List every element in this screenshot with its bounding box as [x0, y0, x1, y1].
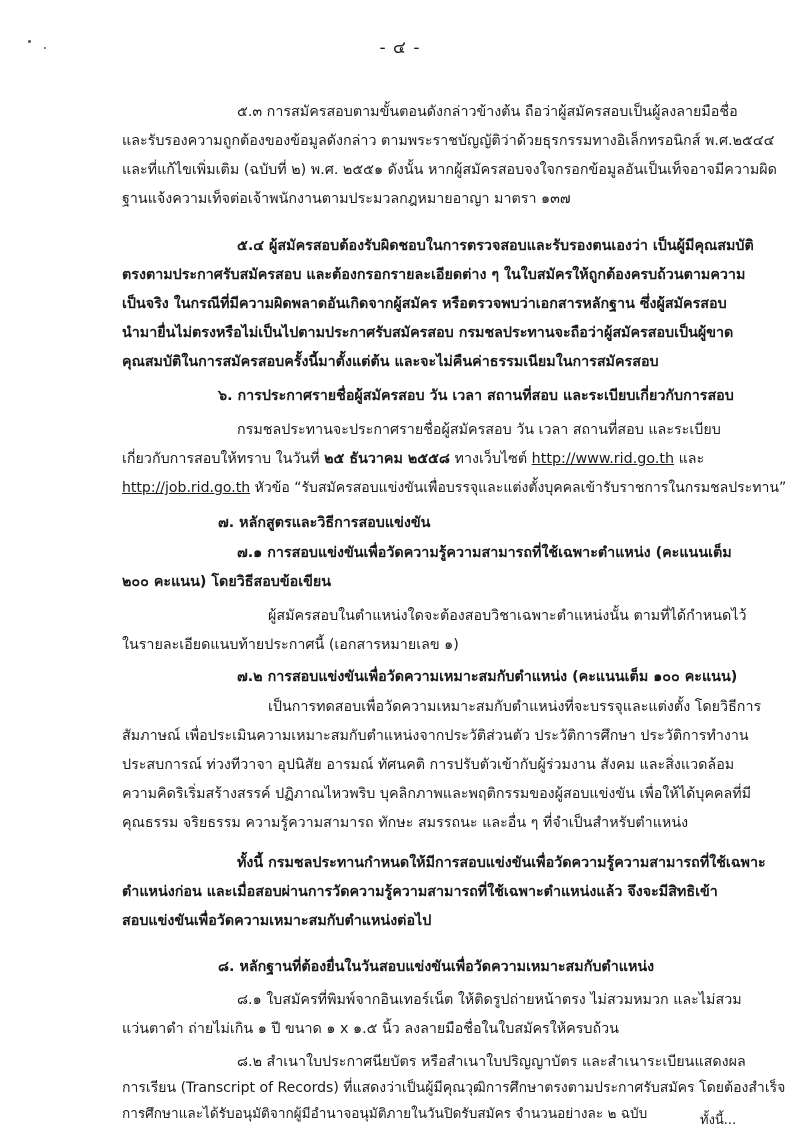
section-8-1-line: แว่นตาดำ ถ่ายไม่เกิน ๑ ปี ขนาด ๑ x ๑.๕ นิ้ว ลงลายมือชื่อในใบสมัครให้ครบถ้วน: [122, 1021, 619, 1037]
section-7-2-line: ความคิดริเริ่มสร้างสรรค์ ปฏิภาณไหวพริบ บุคลิกภาพและพฤติกรรมของผู้สอบแข่งขัน เพื่อให้ได้บุคคลที่มี: [122, 786, 752, 802]
section-7-1-line: ๗.๑ การสอบแข่งขันเพื่อวัดความรู้ความสามารถที่ใช้เฉพาะตำแหน่ง (คะแนนเต็ม: [237, 545, 732, 561]
section-7-1-line: ผู้สมัครสอบในตำแหน่งใดจะต้องสอบวิชาเฉพาะตำแหน่งนั้น ตามที่ได้กำหนดไว้: [268, 608, 747, 624]
section-5-3-line: และที่แก้ไขเพิ่มเติม (ฉบับที่ ๒) พ.ศ. ๒๕๕๑ ดังนั้น หากผู้สมัครสอบจงใจกรอกข้อมูลอันเป็นเท็จอาจมีความผิด: [122, 162, 777, 178]
text-span: และ: [674, 451, 705, 467]
section-8-heading: ๘. หลักฐานที่ต้องยื่นในวันสอบแข่งขันเพื่อวัดความเหมาะสมกับตำแหน่ง: [218, 959, 655, 975]
section-7-note-line: ตำแหน่งก่อน และเมื่อสอบผ่านการวัดความรู้ความสามารถที่ใช้เฉพาะตำแหน่งแล้ว จึงจะมีสิทธิเข้า: [122, 884, 718, 900]
page-number: - ๔ -: [379, 38, 421, 58]
section-5-4-line: เป็นจริง ในกรณีที่มีความผิดพลาดอันเกิดจากผู้สมัคร หรือตรวจพบว่าเอกสารหลักฐาน ซึ่งผู้สมัครสอบ: [122, 296, 727, 312]
section-6-line: กรมชลประทานจะประกาศรายชื่อผู้สมัครสอบ วัน เวลา สถานที่สอบ และระเบียบ: [237, 422, 721, 438]
section-8-1-line: ๘.๑ ใบสมัครที่พิมพ์จากอินเทอร์เน็ต ให้ติดรูปถ่ายหน้าตรง ไม่สวมหมวก และไม่สวม: [237, 992, 742, 1008]
section-7-heading: ๗. หลักสูตรและวิธีการสอบแข่งขัน: [218, 515, 431, 531]
section-7-2-line: คุณธรรม จริยธรรม ความรู้ความสามารถ ทักษะ สมรรถนะ และอื่น ๆ ที่จำเป็นสำหรับตำแหน่ง: [122, 815, 689, 831]
text-span: หัวข้อ “รับสมัครสอบแข่งขันเพื่อบรรจุและแต่งตั้งบุคคลเข้ารับราชการในกรมชลประทาน”: [250, 480, 787, 496]
section-7-note-line: สอบแข่งขันเพื่อวัดความเหมาะสมกับตำแหน่งต่อไป: [122, 913, 432, 929]
section-7-2-line: สัมภาษณ์ เพื่อประเมินความเหมาะสมกับตำแหน่งจากประวัติส่วนตัว ประวัติการศึกษา ประวัติการทำงาน: [122, 728, 749, 744]
text-span: ทางเว็บไซต์: [449, 451, 532, 467]
section-7-1-line: ๒๐๐ คะแนน) โดยวิธีสอบข้อเขียน: [122, 574, 332, 590]
section-5-4-line: นำมายื่นไม่ตรงหรือไม่เป็นไปตามประกาศรับสมัครสอบ กรมชลประทานจะถือว่าผู้สมัครสอบเป็นผู้ขาด: [122, 325, 734, 341]
section-6-heading: ๖. การประกาศรายชื่อผู้สมัครสอบ วัน เวลา สถานที่สอบ และระเบียบเกี่ยวกับการสอบ: [218, 388, 734, 404]
section-5-3-line: ฐานแจ้งความเท็จต่อเจ้าพนักงานตามประมวลกฎหมายอาญา มาตรา ๑๓๗: [122, 191, 571, 207]
section-6-line: [122, 478, 786, 498]
section-7-2-line: เป็นการทดสอบเพื่อวัดความเหมาะสมกับตำแหน่งที่จะบรรจุและแต่งตั้ง โดยวิธีการ: [268, 699, 762, 715]
rid-website-link[interactable]: http://www.rid.go.th: [531, 451, 675, 467]
section-8-2-line: การเรียน (Transcript of Records) ที่แสดงว่าเป็นผู้มีคุณวุฒิการศึกษาตรงตามประกาศรับสมัคร โดยต้องสำเร็จ: [122, 1080, 786, 1096]
section-7-2-heading: ๗.๒ การสอบแข่งขันเพื่อวัดความเหมาะสมกับตำแหน่ง (คะแนนเต็ม ๑๐๐ คะแนน): [237, 669, 738, 685]
section-7-1-line: ในรายละเอียดแนบท้ายประกาศนี้ (เอกสารหมายเลข ๑): [122, 637, 459, 653]
section-8-2-line: ๘.๒ สำเนาใบประกาศนียบัตร หรือสำเนาใบปริญญาบัตร และสำเนาระเบียนแสดงผล: [237, 1054, 746, 1070]
section-7-2-line: ประสบการณ์ ท่วงทีวาจา อุปนิสัย อารมณ์ ทัศนคติ การปรับตัวเข้ากับผู้ร่วมงาน สังคม และสิ่งแวดล้อม: [122, 757, 735, 773]
section-5-4-line: ๕.๔ ผู้สมัครสอบต้องรับผิดชอบในการตรวจสอบและรับรองตนเองว่า เป็นผู้มีคุณสมบัติ: [237, 238, 754, 254]
section-5-4-line: คุณสมบัติในการสมัครสอบครั้งนี้มาตั้งแต่ต้น และจะไม่คืนค่าธรรมเนียมในการสมัครสอบ: [122, 354, 659, 370]
job-website-link[interactable]: http://job.rid.go.th: [122, 480, 251, 496]
text-span: เกี่ยวกับการสอบให้ทราบ ในวันที่: [122, 451, 325, 467]
section-8-2-line: การศึกษาและได้รับอนุมัติจากผู้มีอำนาจอนุมัติภายในวันปิดรับสมัคร จำนวนอย่างละ ๒ ฉบับ: [122, 1106, 648, 1122]
section-5-4-line: ตรงตามประกาศรับสมัครสอบ และต้องกรอกรายละเอียดต่าง ๆ ในใบสมัครให้ถูกต้องครบถ้วนตามความ: [122, 267, 746, 283]
continuation-text: ทั้งนี้...: [700, 1113, 737, 1128]
section-5-3-line: และรับรองความถูกต้องของข้อมูลดังกล่าว ตามพระราชบัญญัติว่าด้วยธุรกรรมทางอิเล็กทรอนิกส์ พ.ศ.๒๕๔๔: [122, 133, 775, 149]
section-6-line: [122, 449, 704, 469]
announcement-date: ๒๕ ธันวาคม ๒๕๕๘: [324, 451, 450, 467]
section-7-note-line: ทั้งนี้ กรมชลประทานกำหนดให้มีการสอบแข่งขันเพื่อวัดความรู้ความสามารถที่ใช้เฉพาะ: [237, 855, 766, 871]
section-5-3-line: ๕.๓ การสมัครสอบตามขั้นตอนดังกล่าวข้างต้น ถือว่าผู้สมัครสอบเป็นผู้ลงลายมือชื่อ: [237, 104, 738, 120]
